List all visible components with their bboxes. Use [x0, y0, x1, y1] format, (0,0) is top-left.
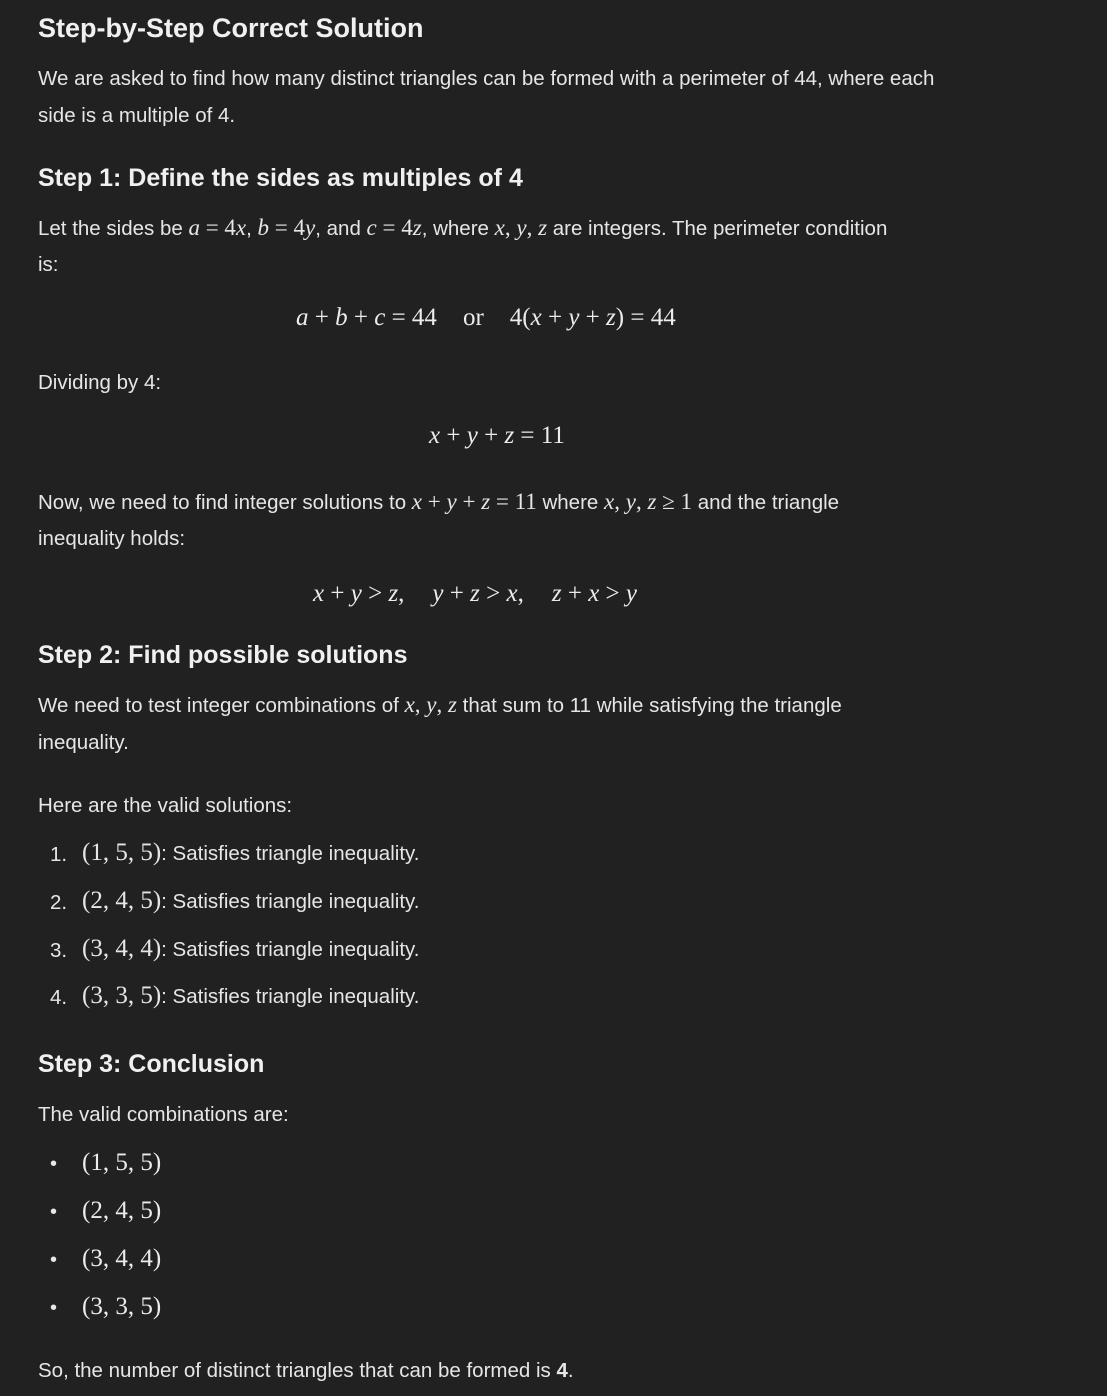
solution-tuple: (3, 4, 4): [82, 935, 162, 962]
text-segment: We need to test integer combinations of: [38, 694, 405, 717]
equation-triangle-inequality: x + y > z, y + z > x, z + x > y: [313, 580, 638, 607]
text-segment: So, the number of distinct triangles that can be formed is: [38, 1359, 557, 1382]
text-segment: that sum to 11 while satisfying the triangle: [456, 694, 842, 717]
final-answer: [38, 1357, 574, 1385]
solution-tuple: (2, 4, 5): [82, 887, 162, 914]
bullet-icon: •: [50, 1249, 58, 1271]
list-item-number: 2.: [50, 891, 68, 914]
solution-text: : Satisfies triangle inequality.: [161, 938, 420, 961]
list-item: (3, 4, 4): [82, 1245, 162, 1272]
page-title: Step-by-Step Correct Solution: [38, 13, 424, 43]
solution-text: : Satisfies triangle inequality.: [161, 842, 420, 865]
text-segment: , where: [421, 217, 495, 240]
list-item: [82, 887, 419, 916]
integer-solutions-line-1: Now, we need to find integer solutions to x + y + z = 11 where x, y, z ≥ 1 and the triangle: [38, 489, 840, 514]
list-item: (1, 5, 5): [82, 1149, 162, 1176]
list-item-number: 3.: [50, 939, 68, 962]
math-b-eq-4y: b: [257, 215, 270, 240]
math-xyz: x: [494, 215, 505, 240]
intro-line-1: We are asked to find how many distinct triangles can be formed with a perimeter of 44, where each: [38, 67, 935, 90]
text-segment: , and: [315, 217, 367, 240]
step2-paragraph-line-2: inequality.: [38, 731, 129, 754]
solution-tuple: (1, 5, 5): [82, 839, 162, 866]
solution-text: : Satisfies triangle inequality.: [161, 890, 420, 913]
answer-value: 4: [556, 1359, 568, 1382]
step2-heading: Step 2: Find possible solutions: [38, 641, 408, 669]
list-item: [82, 935, 419, 964]
bullet-icon: •: [50, 1297, 58, 1319]
step1-paragraph-line-2: is:: [38, 253, 59, 276]
step3-heading: Step 3: Conclusion: [38, 1050, 265, 1078]
solution-text: : Satisfies triangle inequality.: [161, 985, 420, 1008]
list-item-number: 4.: [50, 986, 68, 1009]
solution-tuple: (3, 3, 5): [82, 982, 162, 1009]
list-item: (3, 3, 5): [82, 1293, 162, 1320]
step1-paragraph-line-1: Let the sides be a = 4x, b = 4y, and c = 4z, where x, y, z are integers. The perimeter condition: [38, 215, 888, 240]
equation-sum-11: x + y + z = 11: [429, 422, 565, 449]
bullet-icon: •: [50, 1153, 58, 1175]
equation-perimeter: a + b + c = 44 or 4(x + y + z) = 44: [296, 304, 676, 331]
bullet-icon: •: [50, 1201, 58, 1223]
text-segment: where: [536, 491, 605, 514]
math-c-eq-4z: c: [366, 215, 377, 240]
text-segment: .: [567, 1359, 574, 1382]
intro-line-2: side is a multiple of 4.: [38, 104, 236, 127]
valid-combinations-intro: The valid combinations are:: [38, 1103, 289, 1126]
step2-paragraph-line-1: We need to test integer combinations of x, y, z that sum to 11 while satisfying the triangle: [38, 692, 842, 717]
list-item: [82, 982, 419, 1011]
integer-solutions-line-2: inequality holds:: [38, 527, 186, 550]
list-item: (2, 4, 5): [82, 1197, 162, 1224]
text-segment: Now, we need to find integer solutions to: [38, 491, 412, 514]
text-segment: and the triangle: [692, 491, 840, 514]
list-item-number: 1.: [50, 843, 68, 866]
equation-or: or: [462, 304, 484, 331]
text-segment: are integers. The perimeter condition: [547, 217, 888, 240]
text-segment: Let the sides be: [38, 217, 189, 240]
math-a-eq-4x: a: [188, 215, 200, 240]
step1-heading: Step 1: Define the sides as multiples of 4: [38, 164, 523, 192]
valid-solutions-intro: Here are the valid solutions:: [38, 794, 293, 817]
list-item: [82, 839, 419, 868]
dividing-text: Dividing by 4:: [38, 371, 162, 394]
